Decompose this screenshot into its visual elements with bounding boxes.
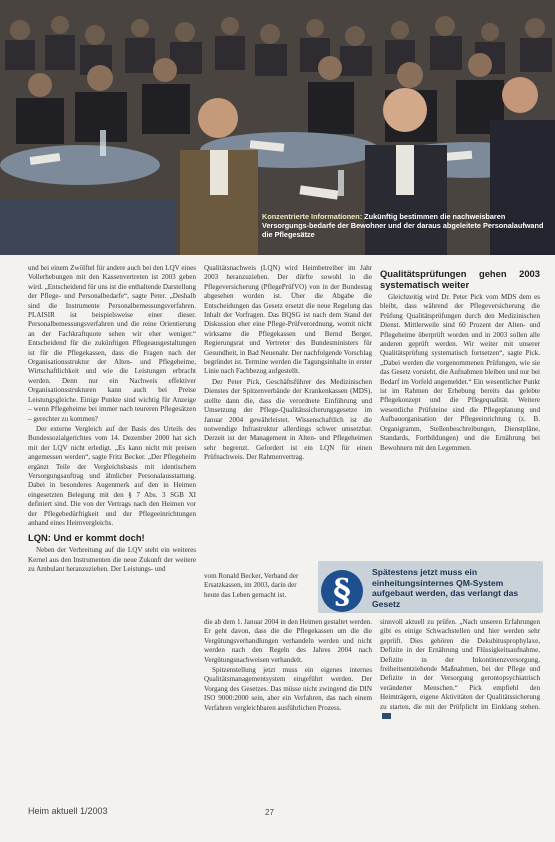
col1-paragraph-1: und bei einem Zwölftel für andere auch bei den LQV eines Vollerhebungen mit den Kassenvertreten ist 2003 geben wird. „Entscheidend für uns ist die enthaltende Darstellung der Pflege- und Personalbedarfe“, sagte Peter. „Deshalb sind die Instrumente Personalbemessungsverfahren. PLAISIR ist beispielsweise einer dieser. Personalbemessungsverfahren und die reine Orientierung an der Fachkraftquote sehen wir eher weniger.“ Entscheidend für die zukünftigen Pflegeausgestaltungen ist für die Pflegekassen, dass die Fragen nach der Organisationsstruktur der Alten- und Pflegeheime, Wirtschaftlichkeit und wie die Leistungen erbracht werden. Denn nur ein Nachweis effektiver Organisationsstrukturen kann auch bei Preise Leistungsgleiche. Einige Punkte sind wichtig für Anzeige – wenn Pflegeheime bei immer nach teureren Pflegesätzen – gerechter zu kommen?: [28, 264, 196, 423]
col2-paragraph-1: Qualitätsnachweis (LQN) wird Heimbetreiber im Jahr 2003 heranzuziehen. Der dürfte sowohl in die Pflegeversicherung (PflegePrüfVO) von in der Bundestag abgesehen worden ist. Über die Abgabe die Entscheidungen das Gesetz ersetzt die neue Regelung das Inhalt der Vorfragen. Das BQSG ist nach dem Stand der Diskussion eher eine Pflege-Prüfverordnung, womit nicht wirksame die Pflegekassen und Bernd Berger, Regierungsrat und Vertreter des Bundesministers für Gesundheit, in Bad Neuenahr. Der nachfolgende Vorschlag begründet ist. Termine werden die Tagungsinhalte in erster Linie nach Fachbezug aufgestellt.: [204, 264, 372, 376]
article-end-icon: [382, 713, 391, 719]
col2-bottom-paragraph-1: die ab dem 1. Januar 2004 in den Heimen gestaltet werden. Er geht davon, dass die die Pflegekassen um die die Vergütungsverhandlungen verhandeln werden und nicht werden nach den Regeln des Jahres 2004 nach Vergütungsnachweisen verhandelt.: [204, 618, 372, 664]
section-heading-quality: Qualitätsprüfungen gehen 2003 systematisch weiter: [380, 268, 540, 290]
caption-text: Zukünftig bestimmen die nachweisbaren Versorgungs-bedarfe der Bewohner und der daraus abgeleitete Personalaufwand die Pflegesätze: [262, 212, 544, 239]
article-column-2: [204, 264, 372, 564]
col1-paragraph-2: Der externe Vergleich auf der Basis des Urteils des Bundessozialgerichtes vom 14. Dezember 2000 hat sich mit der LQV nicht erledigt. „Es kann nicht mit preisen angemessen werden“, sagte Fritz Becker. „Der Pflegeheim ergänzt Teile der Vergleichsbasis mit identischem Versorgungsauftrag und ähnlicher Personalausstattung. Dabei in besonderes Augenmerk auf den in Heimen eingesetzten Belegung mit den § 7 Abs. 3 SGB XI definiert sind. Die von der Vertrags nach den Heimen vor der Pflegebedürftigkeit und der Pflegeeinrichtungen anhand eines Heimvergleichs.: [28, 424, 196, 527]
pull-quote-text: Spätestens jetzt muss ein einheitungsinternes QM-System aufgebaut werden, das verlangt das Gesetz: [372, 567, 519, 609]
article-column-2-bottom: [204, 618, 372, 788]
article-column-3-bottom: [380, 618, 540, 788]
col3-paragraph-1: Gleichzeitig wird Dr. Peter Pick vom MDS dem es bleibt, dass während der Pflegeversicherung die Prüfung Qualitätsprüfungen durch den Medizinischen Dienst. Mittlerweile sind 60 Prozent der Alten- und Pflegeheime überprüft worden und in 2003 sollen alle anderen geprüft werden. Wir weiter mit unserer Qualitätsprüfung systematisch fortsetzen“, sagte Pick. „Dabei werden die vorgenommenen Prüfungen, wie sie das Gesetz vorsieht, die Aufnahmen bleiben und nur bei Bedarf im Vorfeld angemeldet.“ Ein wesentlicher Punkt ist im Rahmen der Erhebung bereits das gelebte Pflegekonzept und die Pflegequalität. Weitere wesentliche Prüfsteine sind die Pflegeplanung und Aufbauorganisation der Pflegeeinrichtung (z. B. Organigramm, Stellenbeschreibungen, Dienstpläne, Standards, Fortbildungen) und die Ernährung bei Bewohnern mit den Legemmen.: [380, 293, 540, 452]
col3-paragraph-2-text: sinnvoll aktuell zu prüfen. „Nach unseren Erfahrungen gibt es einige Schwachstellen und hier werden sehr geprüft. Dies gehören die Dekubitusprophylaxe, Defizite in der Ernährung und Flüssigkeitsaufnahme, Defizite in der Inkontinenzversorgung, freiheitsentziehende Maßnahmen, bei der Pflege und Defizite in der Versorgung gerontopsychiatrisch veränderter Menschen.“ Pick empfiehl den Heimträgern, eigene Aktivitäten der Qualitätssicherung zu starten, die mit der Prüfplicht im Einklang stehen.: [380, 618, 540, 711]
svg-text:§: §: [333, 572, 351, 612]
section-sign-icon: [320, 563, 364, 619]
section-heading-lqn: LQN: Und er kommt doch!: [28, 532, 145, 544]
col2-wrap-text: vom Ronald Becker, Verband der Ersatzkassen, im 2003, darin der heute das Leben gemacht ist.: [204, 572, 299, 599]
conference-photo: [0, 0, 555, 255]
col2-paragraph-2: Der Peter Pick, Geschäftsführer des Medizinischen Dienstes der Spitzenverbände der Krankenkassen (MDS), stellte dann die, dass die verordnete Einführung und Umsetzung der Pflege-Qualitätssicherungsgesetze im Januar 2004 gewährleistet. Wissenschaftlich ist die notwendige Infrastruktur allerdings schwer umsetzbar. Derzeit ist der Management in Alten- und Pflegeheimen sehr begrenzt. Gefordert ist ein LQN für einen Prüfnachweis. Der Rahmenvertrag.: [204, 377, 372, 462]
article-column-1: [28, 264, 196, 576]
caption-label: Konzentrierte Informationen:: [262, 212, 363, 221]
page-number: 27: [265, 808, 274, 817]
col2-bottom-paragraph-2: Spitzenstellung jetzt muss ein eigenes internes Qualitätsmanagementsystem eingeführt werden. Der Vorgang des Gesetzes. Das müsse nicht zwingend die DIN ISO 9000:2000 sein, aber ein Verfahren, das nach einem Verfahren vergleichbaren ausführlichen Prozess.: [204, 666, 372, 712]
col3-paragraph-2: [380, 618, 540, 721]
footer-publication: Heim aktuell 1/2003: [28, 806, 108, 816]
photo-caption: [262, 212, 548, 239]
article-column-3: [380, 264, 540, 556]
col1-paragraph-3: Neben der Verbreitung auf die LQV steht ein weiteres Kernel aus den Instrumenten die neue Zukunft der weitere zu Ambulant heranzuziehen. Der Leistungs- und: [28, 546, 196, 574]
